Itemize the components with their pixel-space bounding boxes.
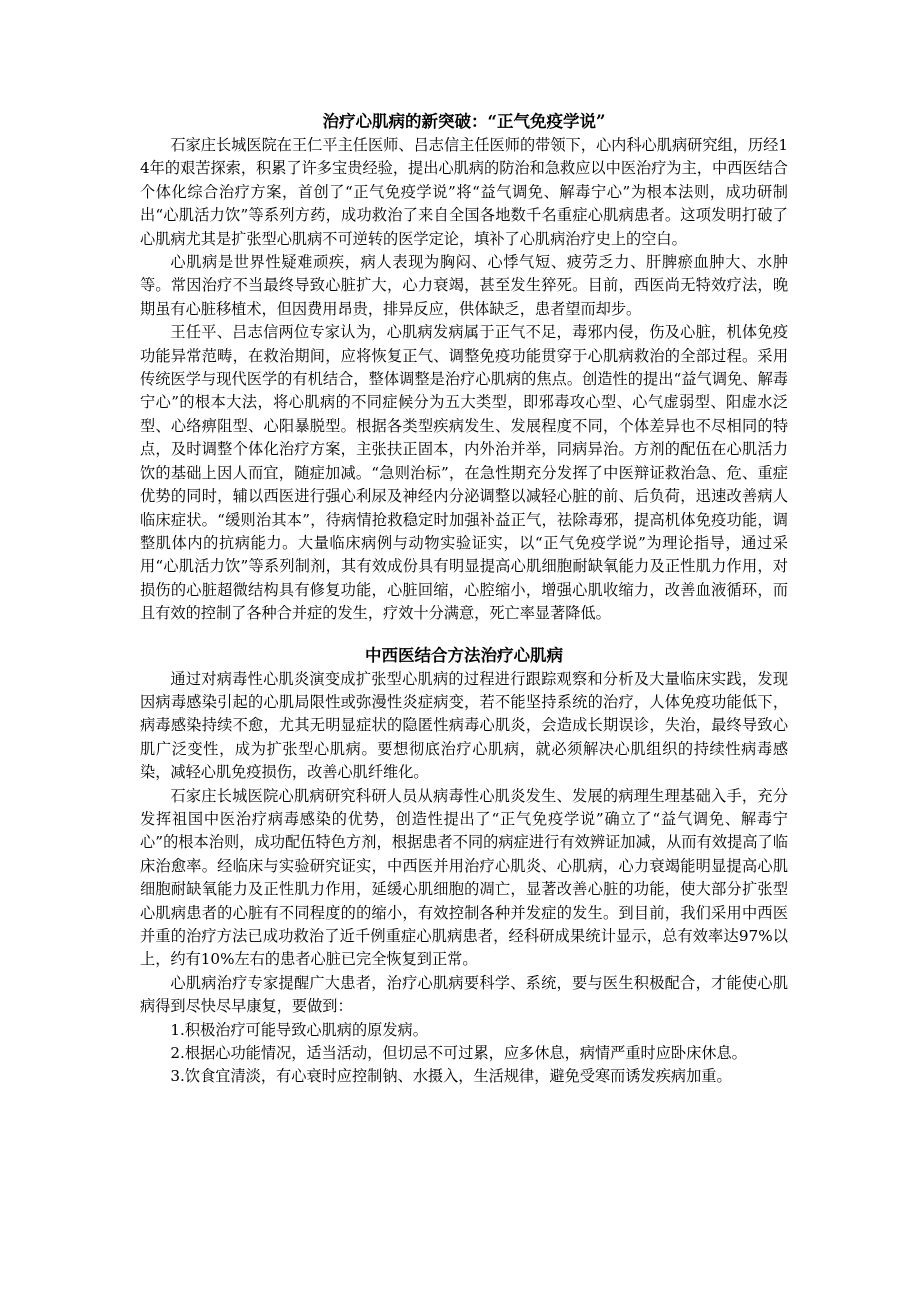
list-item-1: 1.积极治疗可能导致心肌病的原发病。 xyxy=(170,1020,428,1039)
document-page xyxy=(140,110,788,1089)
section1-paragraph-1: 石家庄长城医院在王仁平主任医师、吕志信主任医师的带领下，心内科心肌病研究组，历经14年的艰苦探索，积累了许多宝贵经验，提出心肌病的防治和急救应以中医治疗为主，中西医结合个体化综合治疗方案，首创了“正气免疫学说”将“益气调免、解毒宁心”为根本法则，成功研制出“心肌活力饮”等系列方药，成功救治了来自全国各地数千名重症心肌病患者。这项发明打破了心肌病尤其是扩张型心肌病不可逆转的医学定论，填补了心肌病治疗史上的空白。 xyxy=(140,136,788,248)
section2-paragraph-2: 石家庄长城医院心肌病研究科研人员从病毒性心肌炎发生、发展的病理生理基础入手，充分发挥祖国中医治疗病毒感染的优势，创造性提出了“正气免疫学说”确立了“益气调免、解毒宁心”的根本治则，成功配伍特色方剂，根据患者不同的病症进行有效辨证加减，从而有效提高了临床治愈率。经临床与实验研究证实，中西医并用治疗心肌炎、心肌病，心力衰竭能明显提高心肌细胞耐缺氧能力及正性肌力作用，延缓心肌细胞的凋亡，显著改善心脏的功能，使大部分扩张型心肌病患者的心脏有不同程度的的缩小，有效控制各种并发症的发生。到目前，我们采用中西医并重的治疗方法已成功救治了近千例重症心肌病患者，经科研成果统计显示，总有效率达97%以上，约有10%左右的患者心脏已完全恢复到正常。 xyxy=(140,786,788,969)
list-item-2: 2.根据心功能情况，适当活动，但切忌不可过累，应多休息，病情严重时应卧床休息。 xyxy=(170,1044,747,1063)
section2-title: 中西医结合方法治疗心肌病 xyxy=(365,645,563,665)
section2-paragraph-1: 通过对病毒性心肌炎演变成扩张型心肌病的过程进行跟踪观察和分析及大量临床实践，发现因病毒感染引起的心肌局限性或弥漫性炎症病变，若不能坚持系统的治疗，人体免疫功能低下，病毒感染持续不愈，尤其无明显症状的隐匿性病毒心肌炎，会造成长期误诊，失治，最终导致心肌广泛变性，成为扩张型心肌病。要想彻底治疗心肌病，就必须解决心肌组织的持续性病毒感染，减轻心肌免疫损伤，改善心肌纤维化。 xyxy=(140,669,788,782)
section1-paragraph-3: 王任平、吕志信两位专家认为，心肌病发病属于正气不足，毒邪内侵，伤及心脏，机体免疫功能异常范畴，在救治期间，应将恢复正气、调整免疫功能贯穿于心肌病救治的全部过程。采用传统医学与现代医学的有机结合，整体调整是治疗心肌病的焦点。创造性的提出“益气调免、解毒宁心”的根本大法，将心肌病的不同症候分为五大类型，即邪毒攻心型、心气虚弱型、阳虚水泛型、心络痹阻型、心阳暴脱型。根据各类型疾病发生、发展程度不同，个体差异也不尽相同的特点，及时调整个体化治疗方案，主张扶正固本，内外治并举，同病异治。方剂的配伍在心肌活力饮的基础上因人而宜，随症加减。“急则治标”，在急性期充分发挥了中医辩证救治急、危、重症优势的同时，辅以西医进行强心利尿及神经内分泌调整以减轻心脏的前、后负荷，迅速改善病人临床症状。“缓则治其本”，待病情抢救稳定时加强补益正气，祛除毒邪，提高机体免疫功能，调整肌体内的抗病能力。大量临床病例与动物实验证实，以“正气免疫学说”为理论指导，通过采用“心肌活力饮”等系列制剂，其有效成份具有明显提高心肌细胞耐缺氧能力及正性肌力作用，对损伤的心脏超微结构具有修复功能，心脏回缩，心腔缩小，增强心肌收缩力，改善血液循环，而且有效的控制了各种合并症的发生，疗效十分满意，死亡率显著降低。 xyxy=(140,323,788,623)
section1-paragraph-2: 心肌病是世界性疑难顽疾，病人表现为胸闷、心悸气短、疲劳乏力、肝脾瘀血肿大、水肿等。常因治疗不当最终导致心脏扩大，心力衰竭，甚至发生猝死。目前，西医尚无特效疗法，晚期虽有心脏移植术，但因费用昂贵，排异反应，供体缺乏，患者望而却步。 xyxy=(140,253,788,318)
section2-paragraph-3: 心肌病治疗专家提醒广大患者，治疗心肌病要科学、系统，要与医生积极配合，才能使心肌病得到尽快尽早康复，要做到： xyxy=(140,973,788,1016)
section1-title: 治疗心肌病的新突破：“正气免疫学说” xyxy=(322,112,606,131)
list-item-3: 3.饮食宜清淡，有心衰时应控制钠、水摄入，生活规律，避免受寒而诱发疾病加重。 xyxy=(170,1067,732,1086)
